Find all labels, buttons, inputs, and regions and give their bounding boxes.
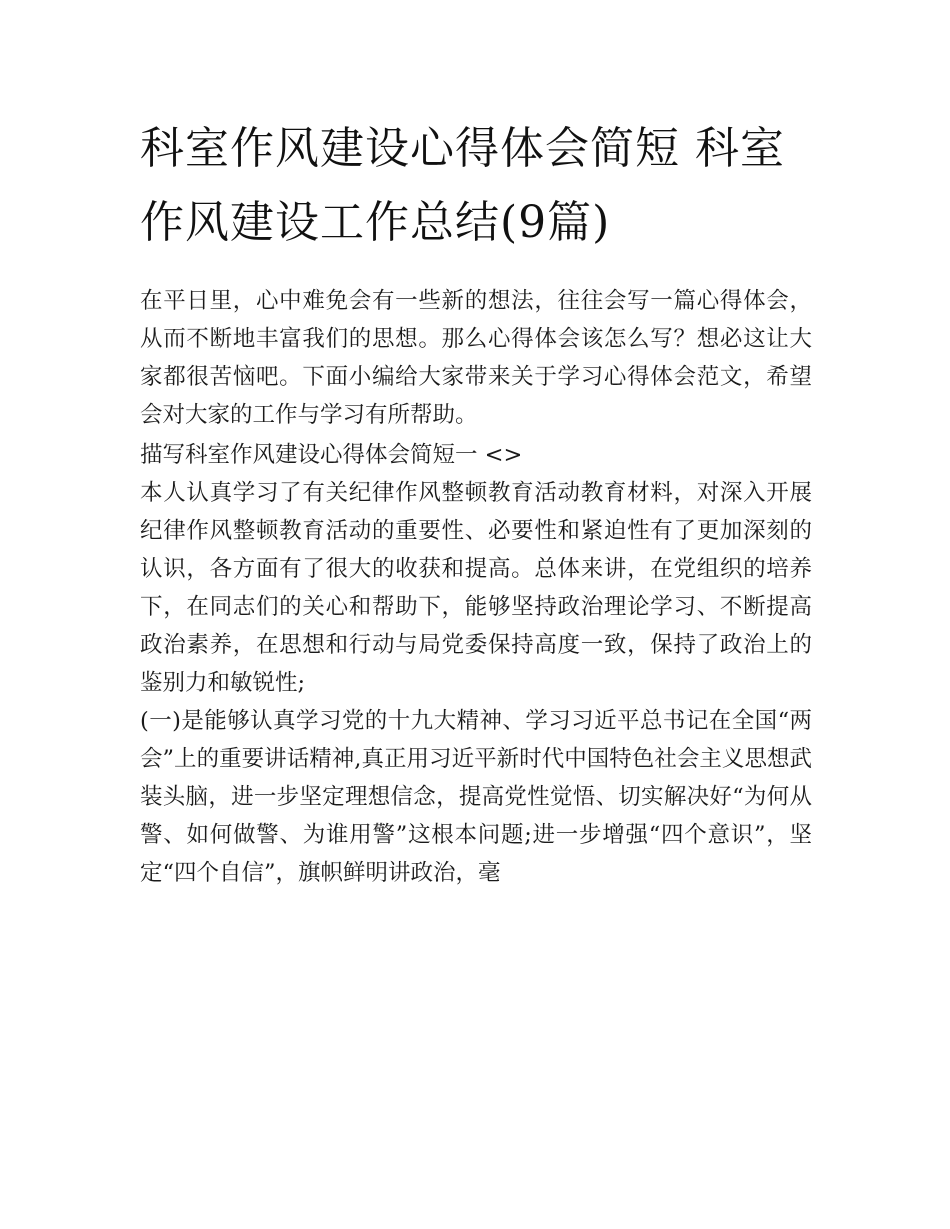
- section-heading: 描写科室作风建设心得体会简短一 <>: [140, 442, 523, 468]
- document-title: 科室作风建设心得体会简短 科室作风建设工作总结(9篇): [140, 123, 785, 248]
- intro-paragraph: 在平日里，心中难免会有一些新的想法，往往会写一篇心得体会，从而不断地丰富我们的思想。那么心得体会该怎么写？想必这让大家都很苦恼吧。下面小编给大家带来关于学习心得体会范文，希望会对大家的工作与学习有所帮助。: [140, 288, 812, 428]
- document-body: [140, 282, 812, 892]
- body-paragraph: (一)是能够认真学习党的十九大精神、学习习近平总书记在全国“两会”上的重要讲话精神,真正用习近平新时代中国特色社会主义思想武装头脑，进一步坚定理想信念，提高党性觉悟、切实解决好“为何从警、如何做警、为谁用警”这根本问题;进一步增强“四个意识”，坚定“四个自信”，旗帜鲜明讲政治，毫: [140, 708, 812, 886]
- body-paragraph: 本人认真学习了有关纪律作风整顿教育活动教育材料，对深入开展纪律作风整顿教育活动的重要性、必要性和紧迫性有了更加深刻的认识，各方面有了很大的收获和提高。总体来讲，在党组织的培养下，在同志们的关心和帮助下，能够坚持政治理论学习、不断提高政治素养，在思想和行动与局党委保持高度一致，保持了政治上的鉴别力和敏锐性;: [140, 480, 812, 696]
